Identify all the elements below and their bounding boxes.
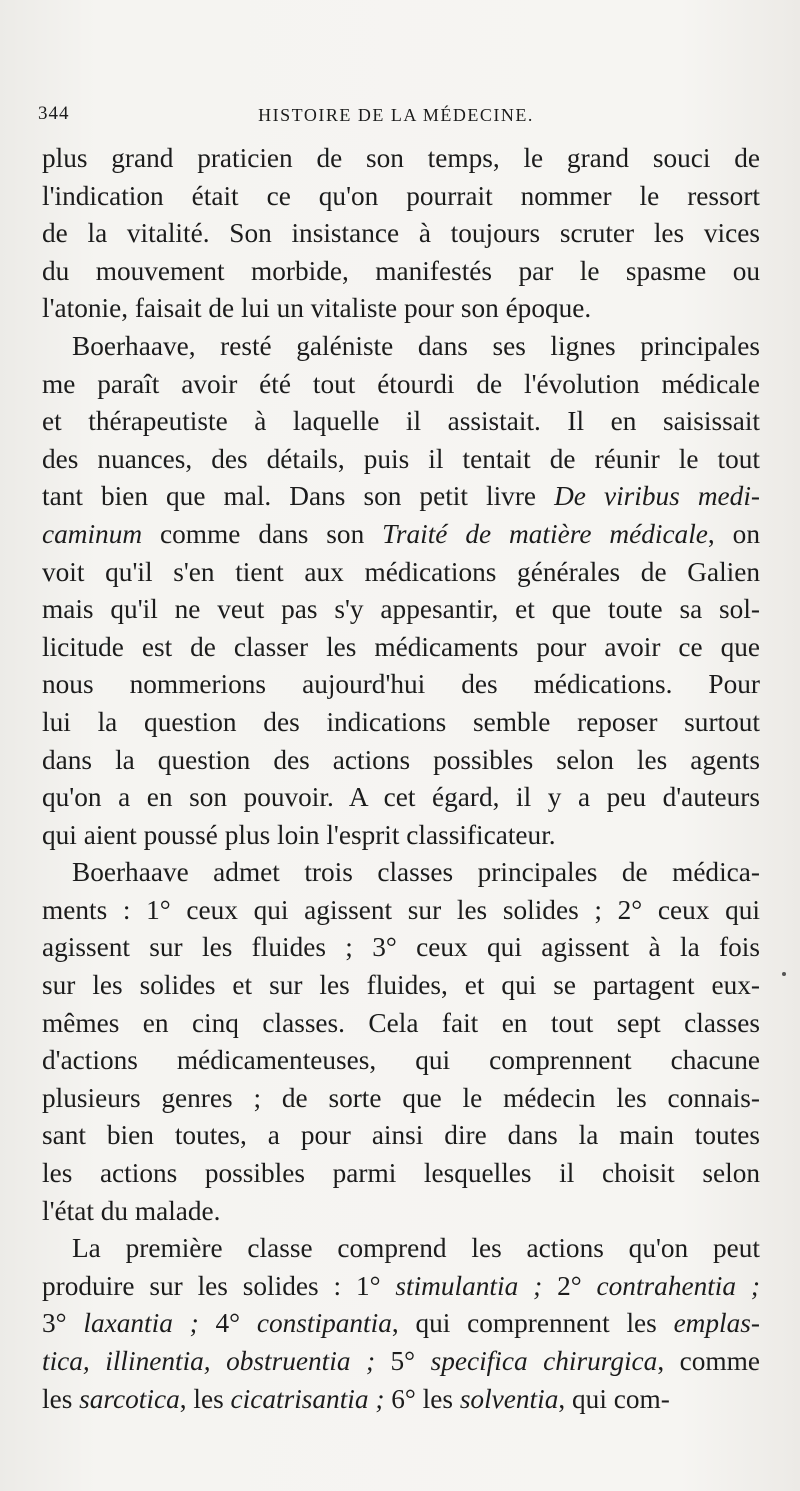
text-run: licitude est de classer les médicaments pour avoir ce que bbox=[42, 631, 760, 662]
text-run: La première classe comprend les actions qu'on peut bbox=[72, 1233, 760, 1264]
text-run: sant bien toutes, a pour ainsi dire dans la main toutes bbox=[42, 1120, 760, 1151]
text-run: mêmes en cinq classes. Cela fait en tout sept classes bbox=[42, 1007, 760, 1038]
text-line bbox=[42, 516, 760, 554]
paragraph bbox=[42, 1230, 760, 1418]
text-line bbox=[42, 929, 760, 967]
text-line bbox=[42, 704, 760, 742]
text-run: l'atonie, faisait de lui un vitaliste pour son époque. bbox=[42, 293, 592, 324]
italic-term: contrahentia ; bbox=[596, 1270, 761, 1301]
text-run: 5° bbox=[375, 1346, 431, 1376]
text-run: et thérapeutiste à laquelle il assistait. Il en saisissait bbox=[42, 406, 760, 437]
text-line bbox=[42, 666, 760, 704]
text-line bbox=[42, 1381, 760, 1419]
text-run: ments : 1° ceux qui agissent sur les solides ; 2° ceux qui bbox=[42, 894, 760, 925]
text-run: , on bbox=[707, 518, 760, 549]
text-run: des nuances, des détails, puis il tentait de réunir le tout bbox=[42, 443, 760, 474]
text-run: qu'on a en son pouvoir. A cet égard, il y a peu d'auteurs bbox=[42, 782, 760, 813]
text-line bbox=[42, 328, 760, 366]
italic-term: specifica chirurgica bbox=[430, 1346, 658, 1376]
text-line bbox=[42, 140, 760, 178]
text-line bbox=[42, 629, 760, 667]
text-line bbox=[42, 253, 760, 291]
italic-term: De viribus medi- bbox=[554, 481, 760, 512]
italic-term: cicatrisantia ; bbox=[230, 1383, 385, 1414]
text-run: , comme bbox=[657, 1346, 760, 1376]
text-line bbox=[42, 366, 760, 404]
text-line bbox=[42, 1343, 760, 1381]
text-run: 4° bbox=[198, 1308, 257, 1339]
text-run: dans la question des actions possibles selon les agents bbox=[42, 744, 760, 775]
text-run: me paraît avoir été tout étourdi de l'évolution médicale bbox=[42, 368, 760, 399]
text-line bbox=[42, 1080, 760, 1118]
text-line bbox=[42, 1230, 760, 1268]
text-run: agissent sur les fluides ; 3° ceux qui agissent à la fois bbox=[42, 932, 760, 963]
page-header bbox=[36, 103, 756, 133]
text-run: nous nommerions aujourd'hui des médications. Pour bbox=[42, 669, 760, 700]
text-line bbox=[42, 591, 760, 629]
page-number: 344 bbox=[38, 103, 70, 124]
text-run: mais qu'il ne veut pas s'y appesantir, et que toute sa sol- bbox=[42, 594, 760, 625]
text-run: d'actions médicamenteuses, qui comprennent chacune bbox=[42, 1045, 760, 1076]
text-line bbox=[42, 854, 760, 892]
text-line bbox=[42, 1117, 760, 1155]
italic-term: solventia bbox=[459, 1383, 559, 1414]
text-run: tant bien que mal. Dans son petit livre bbox=[42, 481, 555, 512]
text-run: 2° bbox=[542, 1270, 597, 1301]
italic-term: caminum bbox=[42, 518, 143, 549]
text-run: , qui comprennent les bbox=[391, 1308, 674, 1339]
italic-term: tica, illinentia, obstruentia ; bbox=[42, 1346, 376, 1376]
running-title: HISTOIRE DE LA MÉDECINE. bbox=[258, 105, 534, 125]
italic-term: constipantia bbox=[256, 1308, 392, 1339]
text-line bbox=[42, 178, 760, 216]
text-line bbox=[42, 779, 760, 817]
text-run: du mouvement morbide, manifestés par le spasme ou bbox=[42, 255, 760, 286]
italic-term: stimulantia ; bbox=[395, 1270, 543, 1301]
text-run: voit qu'il s'en tient aux médications générales de Galien bbox=[42, 556, 760, 587]
text-line bbox=[42, 1042, 760, 1080]
text-line bbox=[42, 403, 760, 441]
text-run: , les bbox=[179, 1383, 231, 1414]
text-run: lui la question des indications semble reposer surtout bbox=[42, 706, 760, 737]
paragraph bbox=[42, 328, 760, 854]
text-line bbox=[42, 290, 760, 328]
text-run: 3° bbox=[42, 1308, 84, 1339]
text-line bbox=[42, 817, 760, 855]
italic-term: emplas- bbox=[673, 1308, 760, 1339]
text-line bbox=[42, 215, 760, 253]
text-line bbox=[42, 967, 760, 1005]
text-run: les bbox=[42, 1383, 80, 1414]
italic-term: Traité de matière médicale bbox=[382, 518, 708, 549]
text-run: plus grand praticien de son temps, le grand souci de bbox=[42, 143, 760, 173]
text-line bbox=[42, 441, 760, 479]
text-run: produire sur les solides : 1° bbox=[42, 1270, 396, 1301]
text-run: Boerhaave, resté galéniste dans ses lignes principales bbox=[72, 330, 760, 361]
text-run: 6° les bbox=[384, 1383, 460, 1414]
text-run: l'état du malade. bbox=[42, 1195, 221, 1226]
text-line bbox=[42, 1305, 760, 1343]
text-run: plusieurs genres ; de sorte que le médecin les connais- bbox=[42, 1082, 760, 1113]
text-run: sur les solides et sur les fluides, et qui se partagent eux- bbox=[42, 970, 760, 1001]
italic-term: sarcotica bbox=[79, 1383, 180, 1414]
text-line bbox=[42, 478, 760, 516]
text-run: de la vitalité. Son insistance à toujours scruter les vices bbox=[42, 218, 760, 249]
text-run: , qui com- bbox=[558, 1383, 670, 1414]
text-run: Boerhaave admet trois classes principales de médica- bbox=[72, 857, 760, 888]
text-line bbox=[42, 1005, 760, 1043]
ink-speck bbox=[782, 972, 786, 976]
text-run: qui aient poussé plus loin l'esprit classificateur. bbox=[42, 819, 556, 850]
paragraph bbox=[42, 140, 760, 328]
paragraph bbox=[42, 854, 760, 1230]
text-line bbox=[42, 1155, 760, 1193]
body-text bbox=[42, 140, 760, 1418]
text-run: l'indication était ce qu'on pourrait nommer le ressort bbox=[42, 180, 760, 211]
text-line bbox=[42, 1193, 760, 1231]
text-line bbox=[42, 892, 760, 930]
text-run: les actions possibles parmi lesquelles il choisit selon bbox=[42, 1158, 760, 1189]
italic-term: laxantia ; bbox=[83, 1308, 199, 1339]
text-run: comme dans son bbox=[142, 518, 383, 549]
text-line bbox=[42, 742, 760, 780]
text-line bbox=[42, 1268, 760, 1306]
text-line bbox=[42, 554, 760, 592]
